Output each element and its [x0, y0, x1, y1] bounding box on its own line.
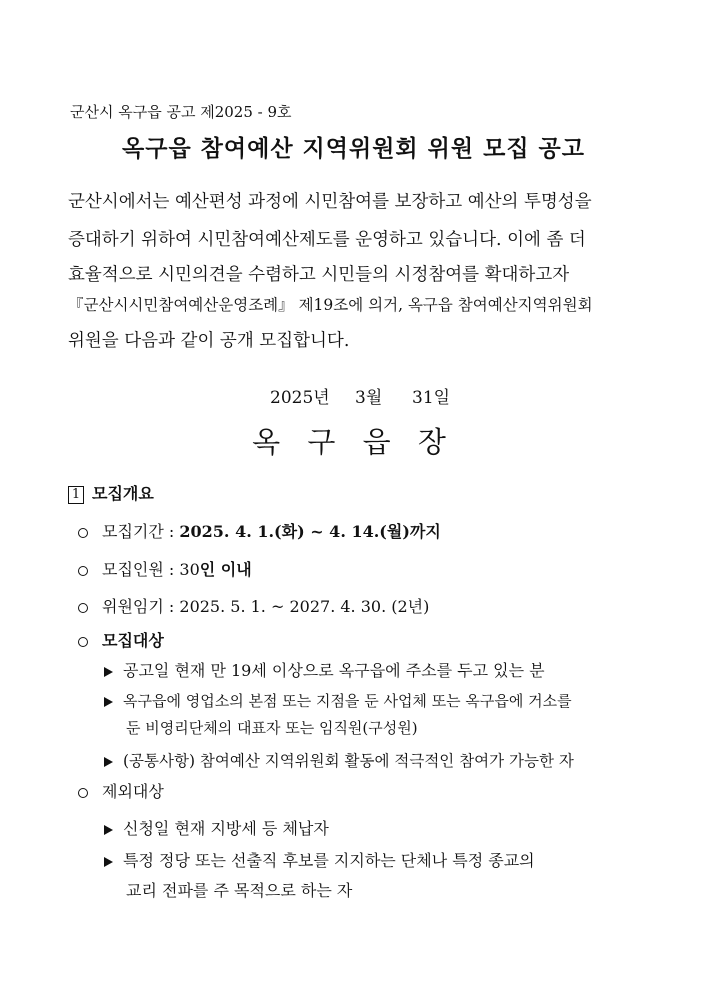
exclusion-text: 특정 정당 또는 선출직 후보를 지지하는 단체나 특정 종교의	[123, 851, 535, 870]
circle-bullet-icon	[78, 603, 88, 613]
date-year: 2025년	[270, 388, 330, 408]
recruit-period-item	[78, 519, 441, 542]
triangle-bullet-icon	[104, 667, 113, 677]
date-day: 31일	[412, 388, 451, 408]
triangle-bullet-icon	[104, 857, 113, 867]
circle-bullet-icon	[78, 566, 88, 576]
target-text: (공통사항) 참여예산 지역위원회 활동에 적극적인 참여가 가능한 자	[123, 752, 574, 770]
section-number-box: 1	[68, 486, 84, 504]
exclusion-continuation: 교리 전파를 주 목적으로 하는 자	[126, 881, 353, 900]
section-heading-label: 모집개요	[92, 484, 154, 503]
notice-number: 군산시 옥구읍 공고 제2025 - 9호	[70, 103, 292, 121]
period-label: 모집기간 :	[102, 522, 180, 541]
section-heading	[68, 481, 154, 504]
exclusion-item	[104, 816, 329, 839]
exclusion-text: 신청일 현재 지방세 등 체납자	[123, 819, 329, 838]
circle-bullet-icon	[78, 528, 88, 538]
count-label: 모집인원 :	[102, 560, 180, 579]
term-text: 위원임기 : 2025. 5. 1. ~ 2027. 4. 30. (2년)	[102, 597, 430, 616]
exclusion-heading: 제외대상	[102, 782, 164, 801]
intro-line: 효율적으로 시민의견을 수렴하고 시민들의 시정참여를 확대하고자	[68, 265, 570, 285]
target-text: 옥구읍에 영업소의 본점 또는 지점을 둔 사업체 또는 옥구읍에 거소를	[123, 692, 572, 710]
target-continuation: 둔 비영리단체의 대표자 또는 임직원(구성원)	[126, 719, 418, 737]
intro-line: 위원을 다음과 같이 공개 모집합니다.	[68, 331, 350, 351]
count-suffix: 인 이내	[199, 560, 252, 579]
recruit-count-item	[78, 557, 252, 580]
exclusion-heading-item	[78, 779, 164, 802]
target-item	[104, 658, 545, 681]
issuer-name: 옥 구 읍 장	[252, 425, 455, 459]
count-number: 30	[179, 560, 200, 579]
term-item	[78, 594, 429, 617]
exclusion-item	[104, 848, 535, 871]
intro-line: 『군산시시민참여예산운영조례』 제19조에 의거, 옥구읍 참여예산지역위원회	[68, 296, 593, 314]
target-heading: 모집대상	[102, 631, 164, 650]
target-item	[104, 749, 574, 771]
circle-bullet-icon	[78, 637, 88, 647]
circle-bullet-icon	[78, 788, 88, 798]
intro-line: 군산시에서는 예산편성 과정에 시민참여를 보장하고 예산의 투명성을	[68, 192, 592, 212]
page-title: 옥구읍 참여예산 지역위원회 위원 모집 공고	[122, 135, 585, 162]
intro-line: 증대하기 위하여 시민참여예산제도를 운영하고 있습니다. 이에 좀 더	[68, 230, 586, 250]
target-text: 공고일 현재 만 19세 이상으로 옥구읍에 주소를 두고 있는 분	[123, 661, 545, 680]
target-heading-item	[78, 628, 164, 651]
triangle-bullet-icon	[104, 697, 113, 707]
date-month: 3월	[355, 388, 383, 408]
triangle-bullet-icon	[104, 825, 113, 835]
triangle-bullet-icon	[104, 757, 113, 767]
period-value: 2025. 4. 1.(화) ~ 4. 14.(월)까지	[179, 522, 441, 541]
target-item	[104, 690, 572, 711]
